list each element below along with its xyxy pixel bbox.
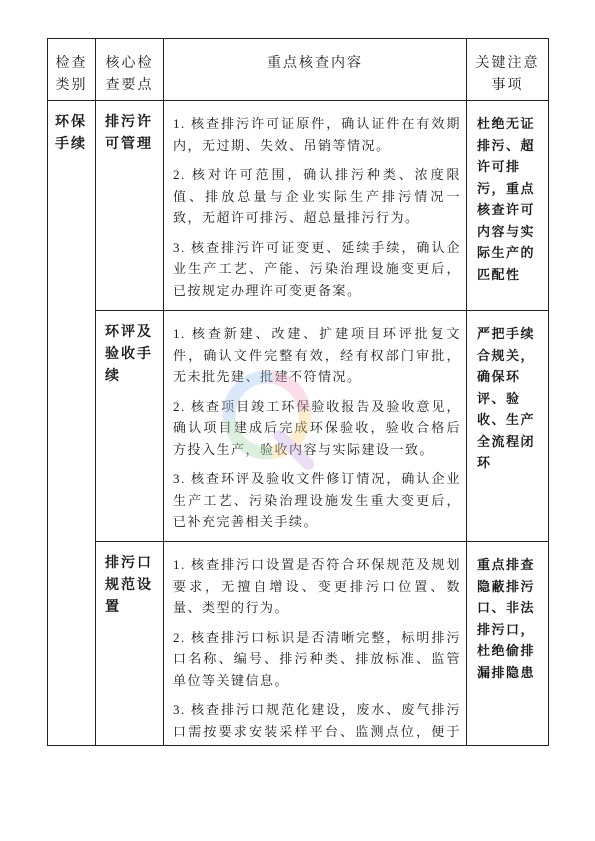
check-item-line: 生产工艺、污染治理设施发生重大变更后，	[173, 492, 461, 508]
check-item	[173, 468, 461, 533]
header-notes: 关键注意事项	[467, 39, 549, 101]
check-item	[173, 396, 461, 461]
check-item-line: 无未批先建、批建不符情况。	[173, 369, 362, 384]
check-item-line: 3. 核查环评及验收文件修订情况，确认企业	[173, 471, 461, 486]
header-key-point: 核心检查要点	[96, 39, 164, 101]
check-item-line: 值、排放总量与企业实际生产排污情况一	[173, 188, 461, 204]
notes-cell: 严把手续合规关，确保环评、验收、生产全流程闭环	[467, 311, 549, 542]
check-item-line: 已补充完善相关手续。	[173, 514, 319, 529]
check-item-line: 1. 核查排污口设置是否符合环保规范及规划	[173, 557, 461, 572]
check-item-line: 件，确认文件完整有效，经有权部门审批，	[173, 347, 461, 363]
check-item	[173, 627, 461, 692]
notes-cell: 杜绝无证排污、超许可排污，重点核查许可内容与实际生产的匹配性	[467, 101, 549, 311]
check-item-line: 1. 核查新建、改建、扩建项目环评批复文	[173, 326, 461, 341]
check-item-line: 3. 核查排污口规范化建设，废水、废气排污	[173, 702, 461, 717]
check-item	[173, 554, 461, 619]
check-item-line: 3. 核查排污许可证变更、延续手续，确认企	[173, 239, 461, 255]
check-item-line: 要求，无擅自增设、变更排污口位置、数	[173, 578, 461, 594]
check-item-line: 单位等关键信息。	[173, 672, 290, 688]
category-cell: 环保手续	[48, 101, 96, 746]
check-item-line: 2. 核查排污口标识是否清晰完整，标明排污	[173, 629, 461, 645]
check-item-line: 2. 核对许可范围，确认排污种类、浓度限	[173, 167, 461, 182]
key-point-cell: 环评及验收手续	[96, 311, 164, 542]
check-item	[173, 237, 461, 302]
check-item-line: 口需按要求安装采样平台、监测点位，便于	[173, 723, 461, 739]
check-item-line: 1. 核查排污许可证原件，确认证件在有效期	[173, 116, 461, 131]
header-content: 重点核查内容	[164, 39, 467, 101]
inspection-table	[47, 38, 549, 746]
check-item-line: 口名称、编号、排污种类、排放标准、监管	[173, 651, 461, 666]
check-item	[173, 113, 461, 156]
check-item	[173, 699, 461, 742]
key-point-cell: 排污许可管理	[96, 101, 164, 311]
check-item-line: 致，无超许可排污、超总量排污行为。	[173, 210, 420, 225]
check-item-line: 量、类型的行为。	[173, 600, 290, 615]
header-category: 检查类别	[48, 39, 96, 101]
check-content-cell	[164, 542, 467, 746]
check-item-line: 业生产工艺、产能、污染治理设施变更后，	[173, 261, 461, 276]
check-item-line: 内，无过期、失效、吊销等情况。	[173, 137, 391, 153]
check-item	[173, 323, 461, 388]
check-content-cell	[164, 101, 467, 311]
notes-cell: 重点排查隐蔽排污口、非法排污口，杜绝偷排漏排隐患	[467, 542, 549, 746]
check-item-line: 确认项目建成后完成环保验收，验收合格后	[173, 420, 461, 435]
check-item-line: 已按规定办理许可变更备案。	[173, 282, 362, 298]
check-item-line: 2. 核查项目竣工环保验收报告及验收意见，	[173, 398, 461, 414]
key-point-cell: 排污口规范设置	[96, 542, 164, 746]
check-item	[173, 164, 461, 229]
check-item-line: 方投入生产，验收内容与实际建设一致。	[173, 441, 435, 457]
check-content-cell	[164, 311, 467, 542]
